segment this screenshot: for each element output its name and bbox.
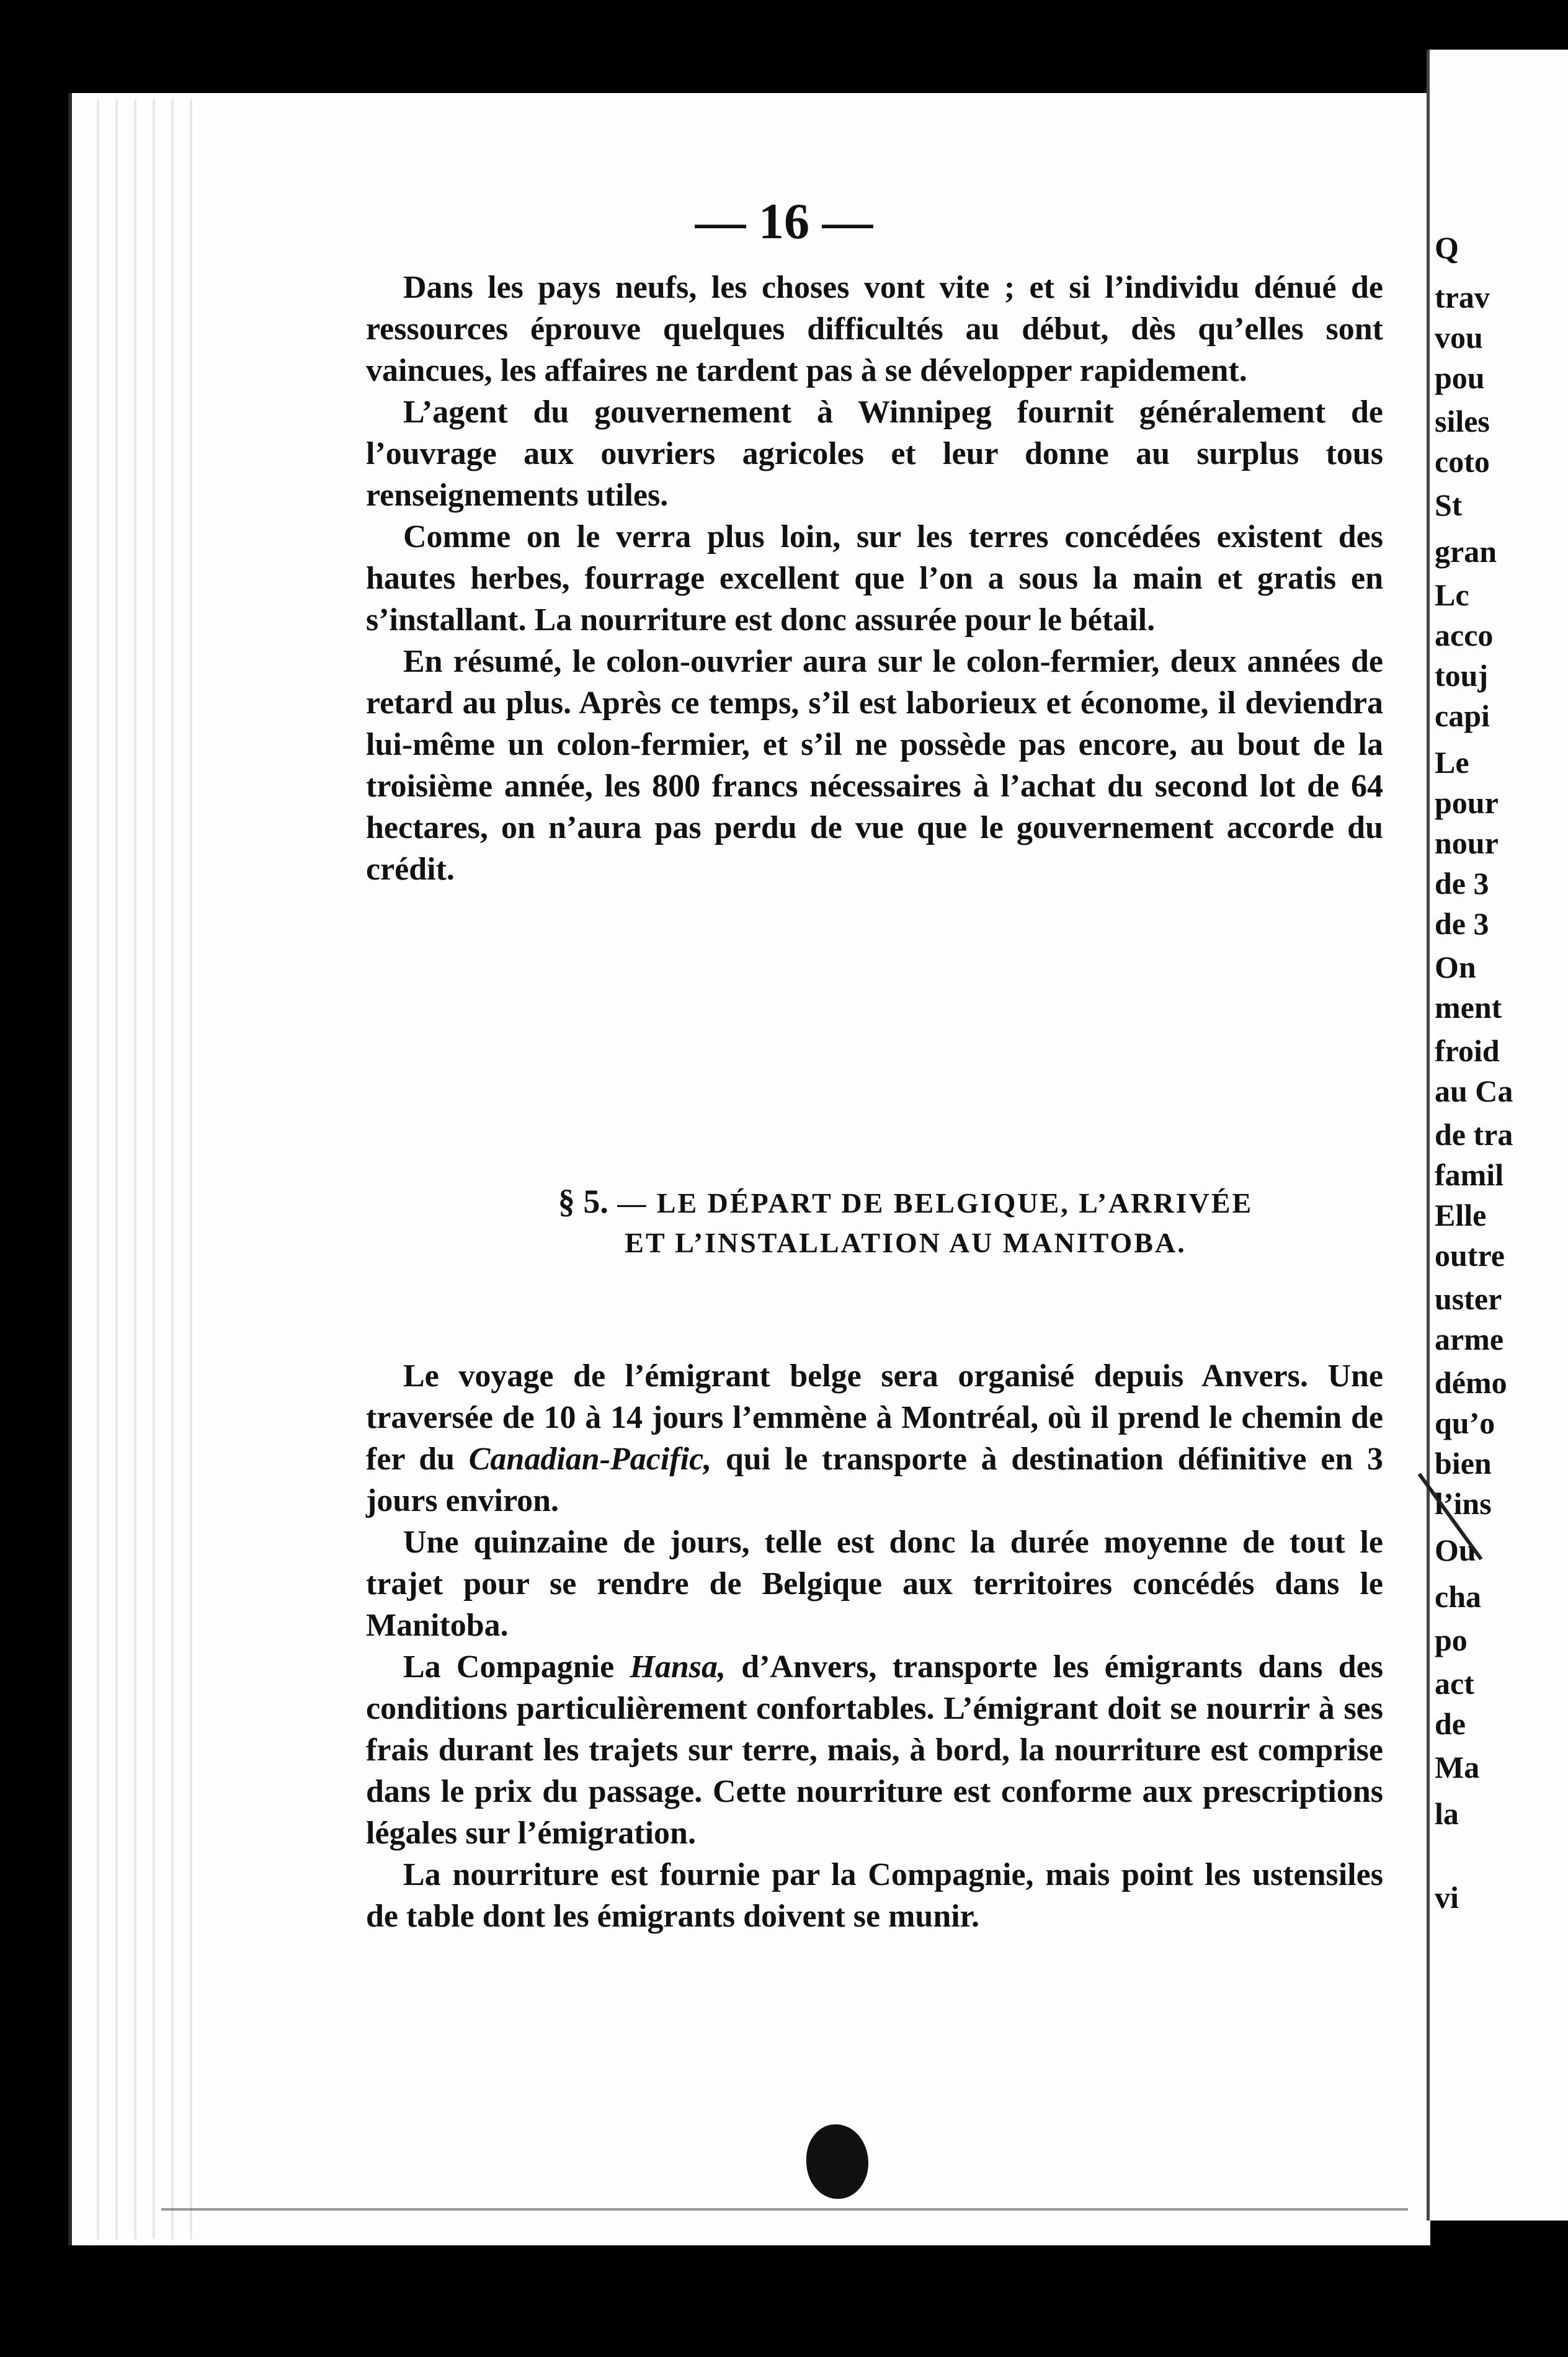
adjacent-text-fragment: qu’o	[1435, 1406, 1495, 1440]
adjacent-text-fragment: Ma	[1435, 1750, 1480, 1784]
italic-name: Canadian-Pacific,	[468, 1441, 712, 1477]
adjacent-text-fragment: au Ca	[1435, 1074, 1513, 1108]
italic-name: Hansa,	[630, 1649, 726, 1685]
adjacent-text-fragment: touj	[1435, 658, 1489, 693]
text-block-bottom	[366, 1355, 1383, 1937]
paragraph-text: Une quinzaine de jours, telle est donc la durée moyenne de tout le trajet pour se rendre de Belgique aux territoires concédés dans le Manitoba.	[366, 1525, 1383, 1643]
adjacent-text-fragment: uster	[1435, 1281, 1502, 1316]
paragraph-text: La nourriture est fournie par la Compagnie, mais point les ustensiles de table dont les émigrants doivent se munir.	[366, 1857, 1383, 1934]
adjacent-text-fragment: capi	[1435, 698, 1490, 733]
paragraph: Comme on le verra plus loin, sur les terres concédées existent des hautes herbes, fourrage excellent que l’on a sous la main et gratis en s’installant. La nourriture est donc assurée pour le bétail.	[366, 519, 1383, 638]
adjacent-text-fragment: de tra	[1435, 1117, 1513, 1152]
adjacent-text-fragment: de 3	[1435, 866, 1489, 901]
adjacent-text-fragment: gran	[1435, 534, 1497, 569]
section-title-part-2: ET L’INSTALLATION AU MANITOBA.	[625, 1227, 1187, 1259]
text-block-top	[366, 267, 1383, 890]
adjacent-text-fragment: acco	[1435, 618, 1494, 653]
adjacent-text-fragment: cha	[1435, 1579, 1481, 1614]
adjacent-text-fragment: outre	[1435, 1238, 1505, 1273]
paragraph: Dans les pays neufs, les choses vont vite ; et si l’individu dénué de ressources éprouve quelques difficultés au début, dès qu’elles sont vaincues, les affaires ne tardent pas à se développer rapidement.	[366, 270, 1383, 388]
paragraph	[366, 1355, 1383, 1522]
adjacent-text-fragment: démo	[1435, 1365, 1507, 1400]
page-number: — 16 —	[695, 193, 873, 249]
adjacent-text-fragment: coto	[1435, 444, 1490, 479]
paragraph	[366, 1854, 1383, 1937]
paragraph-text: La Compagnie	[403, 1649, 630, 1685]
paragraph-text: Le voyage de l’émigrant belge sera organisé depuis Anvers. Une traversée de 10 à 14 jours l’emmène à Montréal, où il prend le chemin de fer du	[366, 1358, 1383, 1477]
adjacent-text-fragment: siles	[1435, 404, 1490, 439]
adjacent-text-fragment: Elle	[1435, 1198, 1487, 1232]
adjacent-text-fragment: act	[1435, 1666, 1474, 1701]
adjacent-text-fragment: l’ins	[1435, 1486, 1492, 1521]
adjacent-text-fragment: trav	[1435, 280, 1490, 314]
adjacent-text-fragment: de 3	[1435, 906, 1489, 941]
adjacent-text-fragment: de	[1435, 1706, 1466, 1741]
adjacent-text-fragment: pou	[1435, 360, 1485, 395]
adjacent-text-fragment: arme	[1435, 1322, 1504, 1357]
adjacent-text-fragment: Lc	[1435, 577, 1469, 612]
adjacent-text-fragment: la	[1435, 1796, 1459, 1831]
paragraph: En résumé, le colon-ouvrier aura sur le colon-fermier, deux années de retard au plus. Après ce temps, s’il est laborieux et économe, il deviendra lui-même un colon-fermier, et s’il ne possède pas encore, au bout de la troisième année, les 800 francs nécessaires à l’achat du second lot de 64 hectares, on n’aura pas perdu de vue que le gouvernement accorde du crédit.	[366, 644, 1383, 887]
paragraph: L’agent du gouvernement à Winnipeg fournit généralement de l’ouvrage aux ouvriers agricoles et leur donne au surplus tous renseignements utiles.	[366, 394, 1383, 513]
section-heading-line-1	[434, 1182, 1377, 1223]
adjacent-text-fragment: vou	[1435, 320, 1483, 355]
adjacent-text-fragment: po	[1435, 1623, 1468, 1657]
ink-blot	[806, 2124, 868, 2199]
adjacent-page-fragment	[1427, 50, 1568, 2221]
adjacent-text-fragment: vi	[1435, 1880, 1459, 1915]
page-edges	[81, 99, 192, 2239]
adjacent-text-fragment: Le	[1435, 745, 1469, 780]
page-bottom-edge	[161, 2208, 1408, 2248]
adjacent-text-fragment: Ou	[1435, 1533, 1476, 1567]
paragraph-text: qui le transporte à destination définitive en 3 jours environ.	[366, 1441, 1383, 1518]
adjacent-text-fragment: On	[1435, 950, 1476, 984]
section-title-part-1: — LE DÉPART DE BELGIQUE, L’ARRIVÉE	[617, 1187, 1254, 1219]
paragraph	[366, 1646, 1383, 1854]
adjacent-text-fragment: bien	[1435, 1446, 1492, 1481]
adjacent-text-fragment: Q	[1435, 230, 1459, 265]
adjacent-text-fragment: famil	[1435, 1157, 1504, 1192]
adjacent-text-fragment: froid	[1435, 1033, 1500, 1068]
paragraph	[366, 1522, 1383, 1646]
section-number: § 5.	[558, 1183, 608, 1220]
adjacent-text-fragment: St	[1435, 488, 1463, 522]
paragraph-text: d’Anvers, transporte les émigrants dans des conditions particulièrement confortables. L’émigrant doit se nourrir à ses frais durant les trajets sur terre, mais, à bord, la nourriture est comprise dans le prix du passage. Cette nourriture est conforme aux prescriptions légales sur l’émigration.	[366, 1649, 1383, 1851]
adjacent-text-fragment: nour	[1435, 826, 1499, 860]
adjacent-text-fragment: ment	[1435, 990, 1502, 1025]
adjacent-text-fragment: pour	[1435, 785, 1499, 820]
section-heading	[434, 1182, 1377, 1263]
